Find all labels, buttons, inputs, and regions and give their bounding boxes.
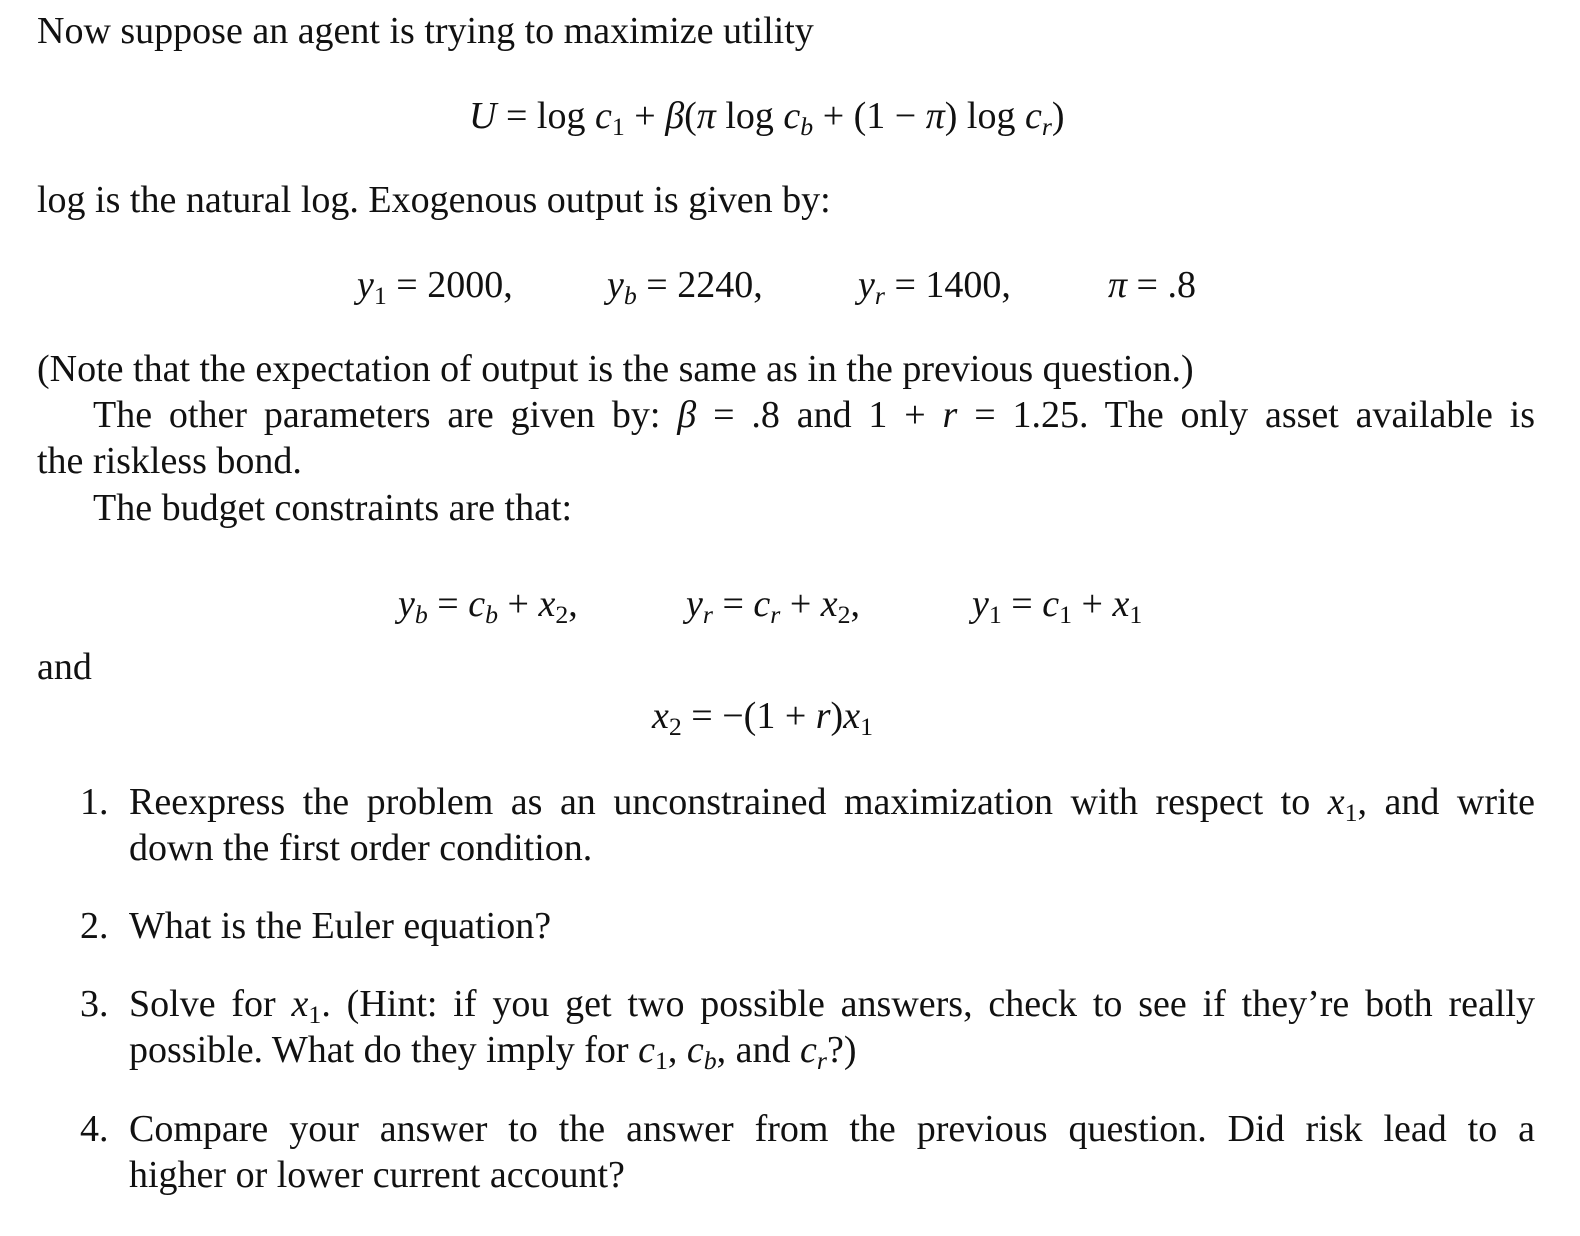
output-y1: $y_1 = 2000$, [357, 264, 513, 311]
output-y1-value: 2000 [427, 264, 504, 306]
question-number: 2. [80, 905, 109, 947]
output-yb: $y_b = 2240$, [607, 264, 763, 311]
question-3-line-2: possible. What do they imply for $c_1$, $c_b$, and $c_r$?) [129, 1029, 857, 1076]
budget-constraint-1: $y_1 = c_1 + x_1$ [972, 583, 1143, 630]
output-pi-value: .8 [1167, 264, 1196, 306]
output-pi: π = .8 [1108, 264, 1196, 306]
budget-intro: The budget constraints are that: [93, 487, 573, 529]
question-number: 3. [80, 983, 109, 1025]
log-note: log is the natural log. Exogenous output is given by: [37, 179, 831, 221]
utility-equation: $U = \log c_1 + \beta(\pi$ $\log c_b + (1 - \pi)$ $\log c_r$) [469, 95, 1065, 142]
question-2-line-1: What is the Euler equation? [129, 905, 552, 947]
budget-constraint-b: $y_b = c_b + x_2$, [398, 583, 578, 630]
params-line-2: the riskless bond. [37, 440, 302, 482]
intro-text: Now suppose an agent is trying to maximize utility [37, 10, 814, 52]
question-4-line-2: higher or lower current account? [129, 1154, 625, 1196]
x2-equation: $x_2 = -(1 + r)x_1$ [652, 695, 873, 742]
output-yb-value: 2240 [677, 264, 754, 306]
output-yr-value: 1400 [925, 264, 1002, 306]
question-1-line-2: down the first order condition. [129, 827, 593, 869]
params-line-1: The other parameters are given by: β = .8 and 1 + r = 1.25. The only asset available is [93, 394, 1536, 436]
question-number: 1. [80, 781, 109, 823]
question-1-line-1: Reexpress the problem as an unconstrained maximization with respect to $x_1$, and write [129, 781, 1535, 828]
question-number: 4. [80, 1108, 109, 1150]
question-3-line-1: Solve for $x_1$. (Hint: if you get two possible answers, check to see if they’re both really [129, 983, 1535, 1030]
note-text: (Note that the expectation of output is the same as in the previous question.) [37, 348, 1194, 390]
budget-constraint-r: $y_r = c_r + x_2$, [686, 583, 861, 630]
output-yr: $y_r = 1400$, [858, 264, 1011, 311]
question-4-line-1: Compare your answer to the answer from the previous question. Did risk lead to a [129, 1108, 1535, 1150]
and-word: and [37, 646, 92, 688]
